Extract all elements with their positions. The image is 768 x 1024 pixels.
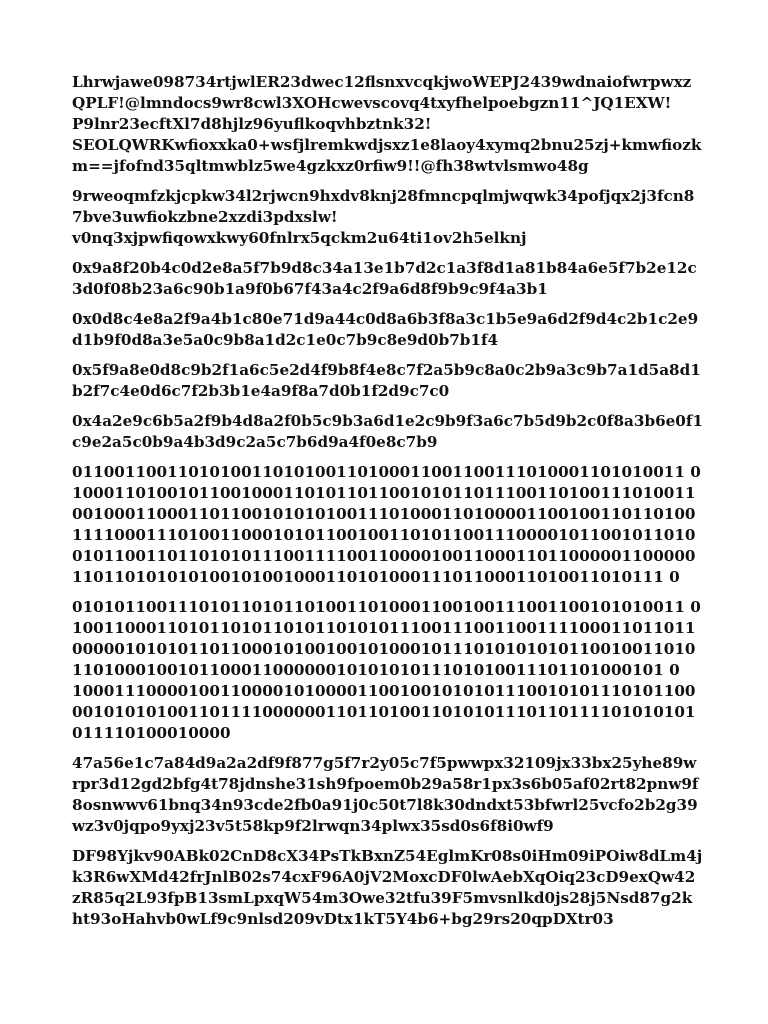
text-line: 8osnwwv61bnq34n93cde2fb0a91j0c50t7l8k30dndxt53bfwrl25vcfo2b2g39 <box>72 796 698 814</box>
text-line: 10001110000100110000101000011001001010101110010101110101100 <box>72 682 696 700</box>
text-line: 0x9a8f20b4c0d2e8a5f7b9d8c34a13e1b7d2c1a3f8d1a81b84a6e5f7b2e12c <box>72 259 697 277</box>
paragraph <box>72 597 701 744</box>
text-line: rpr3d12gd2bfg4t78jdnshe31sh9fpoem0b29a58r1px3s6b05af02rt82pnw9f <box>72 775 699 793</box>
text-line: 0x0d8c4e8a2f9a4b1c80e71d9a44c0d8a6b3f8a3c1b5e9a6d2f9d4c2b1c2e9 <box>72 310 699 328</box>
text-line: v0nq3xjpwfiqowxkwy60fnlrx5qckm2u64ti1ov2h5elknj <box>72 229 527 247</box>
paragraph <box>72 462 701 588</box>
text-line: 0110011001101010011010100110100011001100111010001101010011 0 <box>72 463 701 481</box>
text-line: SEOLQWRKwfioxxka0+wsfjlremkwdjsxz1e8laoy4xymq2bnu25zj+kmwfiozk <box>72 136 702 154</box>
text-line: 47a56e1c7a84d9a2a2df9f877g5f7r2y05c7f5pwwpx32109jx33bx25yhe89w <box>72 754 697 772</box>
text-line: d1b9f0d8a3e5a0c9b8a1d2c1e0c7b9c8e9d0b7b1f4 <box>72 331 499 349</box>
paragraph <box>72 186 698 249</box>
text-line: k3R6wXMd42frJnlB02s74cxF96A0jV2MoxcDF0lwAebXqOiq23cD9exQw42 <box>72 868 696 886</box>
text-line: 01011001101101010111001111001100001001100011011000001100000 <box>72 547 696 565</box>
text-line: 11110001110100110001010110010011010110011100001011001011010 <box>72 526 696 544</box>
paragraph <box>72 753 698 837</box>
text-line: m==jfofnd35qltmwblz5we4gzkxz0rfiw9!!@fh38wtvlsmwo48g <box>72 157 589 175</box>
text-line: zR85q2L93fpB13smLpxqW54m3Owe32tfu39F5mvsnlkd0js28j5Nsd87g2k <box>72 889 693 907</box>
text-line: 9rweoqmfzkjcpkw34l2rjwcn9hxdv8knj28fmncpqlmjwqwk34pofjqx2j3fcn8 <box>72 187 695 205</box>
text-line: 011110100010000 <box>72 724 231 742</box>
text-line: c9e2a5c0b9a4b3d9c2a5c7b6d9a4f0e8c7b9 <box>72 433 438 451</box>
text-line: 11010001001011000110000001010101011101010011101101000101 0 <box>72 661 680 679</box>
text-line: 10011000110101101011010110101011100111001100111100011011011 <box>72 619 696 637</box>
paragraph <box>72 360 701 402</box>
text-line: Lhrwjawe098734rtjwlER23dwec12flsnxvcqkjwoWEPJ2439wdnaiofwrpwxz <box>72 73 692 91</box>
text-line: 00100011000110110010101010011101000110100001100100110110100 <box>72 505 696 523</box>
text-line: ht93oHahvb0wLf9c9nlsd209vDtx1kT5Y4b6+bg29rs20qpDXtr03 <box>72 910 614 928</box>
text-line: 00101010100110111100000011011010011010101110110111101010101 <box>72 703 696 721</box>
text-line: 00000101010110110001010010010100010111010101010110010011010 <box>72 640 696 658</box>
text-line: 0x4a2e9c6b5a2f9b4d8a2f0b5c9b3a6d1e2c9b9f3a6c7b5d9b2c0f8a3b6e0f1 <box>72 412 703 430</box>
paragraph <box>72 72 702 177</box>
text-line: b2f7c4e0d6c7f2b3b1e4a9f8a7d0b1f2d9c7c0 <box>72 382 450 400</box>
text-line: 0x5f9a8e0d8c9b2f1a6c5e2d4f9b8f4e8c7f2a5b9c8a0c2b9a3c9b7a1d5a8d1 <box>72 361 701 379</box>
text-line: 11011010101010010100100011010100011101100011010011010111 0 <box>72 568 680 586</box>
text-line: 10001101001011001000110101101100101011011100110100111010011 <box>72 484 696 502</box>
text-line: 0101011001110101101011010011010001100100111001100101010011 0 <box>72 598 701 616</box>
document-body <box>72 72 703 939</box>
text-line: 3d0f08b23a6c90b1a9f0b67f43a4c2f9a6d8f9b9c9f4a3b1 <box>72 280 548 298</box>
paragraph <box>72 846 703 930</box>
text-line: 7bve3uwfiokzbne2xzdi3pdxslw! <box>72 208 338 226</box>
paragraph <box>72 258 698 300</box>
paragraph <box>72 309 698 351</box>
paragraph <box>72 411 703 453</box>
text-line: P9lnr23ecftXl7d8hjlz96yuflkoqvhbztnk32! <box>72 115 432 133</box>
text-line: DF98Yjkv90ABk02CnD8cX34PsTkBxnZ54EglmKr08s0iHm09iPOiw8dLm4j <box>72 847 703 865</box>
text-line: QPLF!@lmndocs9wr8cwl3XOHcwevscovq4txyfhelpoebgzn11^JQ1EXW! <box>72 94 672 112</box>
text-line: wz3v0jqpo9yxj23v5t58kp9f2lrwqn34plwx35sd0s6f8i0wf9 <box>72 817 554 835</box>
